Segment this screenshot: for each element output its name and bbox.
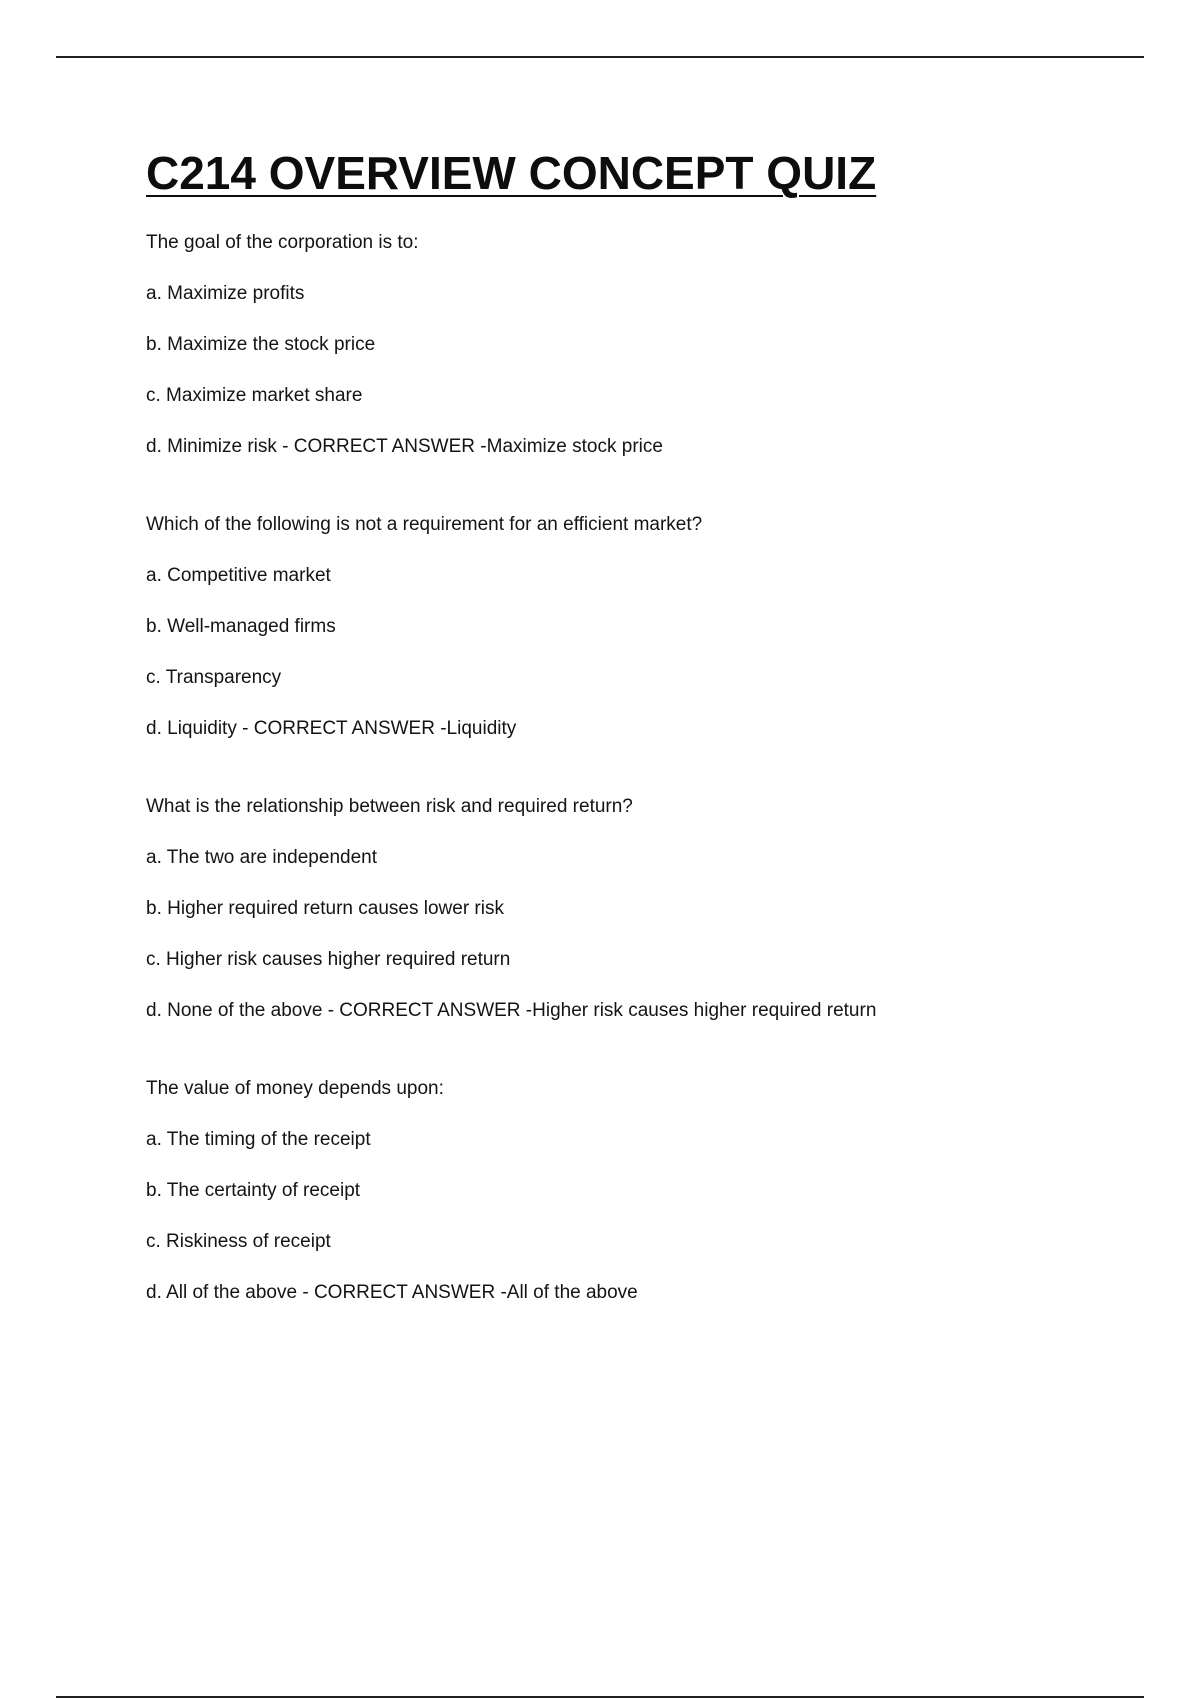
answer-option-d: d. All of the above - CORRECT ANSWER -All of the above (146, 1282, 638, 1303)
answer-option-a: a. The two are independent (146, 847, 377, 868)
answer-option-d: d. Liquidity - CORRECT ANSWER -Liquidity (146, 718, 517, 739)
bottom-rule (56, 1696, 1144, 1698)
answer-option-a: a. The timing of the receipt (146, 1129, 371, 1150)
question-prompt: The value of money depends upon: (146, 1078, 444, 1099)
answer-option-b: b. The certainty of receipt (146, 1180, 361, 1201)
question-2 (146, 512, 1126, 742)
question-prompt: What is the relationship between risk and required return? (146, 796, 633, 817)
answer-option-d: d. None of the above - CORRECT ANSWER -Higher risk causes higher required return (146, 1000, 877, 1021)
question-1 (146, 230, 1126, 460)
answer-option-d: d. Minimize risk - CORRECT ANSWER -Maximize stock price (146, 436, 663, 457)
question-prompt: The goal of the corporation is to: (146, 232, 419, 253)
answer-option-a: a. Maximize profits (146, 283, 305, 304)
answer-option-b: b. Maximize the stock price (146, 334, 376, 355)
question-4 (146, 1076, 1126, 1306)
top-rule (56, 56, 1144, 58)
answer-option-a: a. Competitive market (146, 565, 331, 586)
answer-option-b: b. Well-managed firms (146, 616, 336, 637)
document-body (146, 144, 1126, 1306)
answer-option-c: c. Maximize market share (146, 385, 363, 406)
answer-option-c: c. Riskiness of receipt (146, 1231, 331, 1252)
answer-option-c: c. Transparency (146, 667, 282, 688)
answer-option-c: c. Higher risk causes higher required return (146, 949, 511, 970)
answer-option-b: b. Higher required return causes lower risk (146, 898, 504, 919)
question-prompt: Which of the following is not a requirement for an efficient market? (146, 514, 703, 535)
question-3 (146, 794, 1126, 1024)
page-title: C214 OVERVIEW CONCEPT QUIZ (146, 147, 877, 199)
